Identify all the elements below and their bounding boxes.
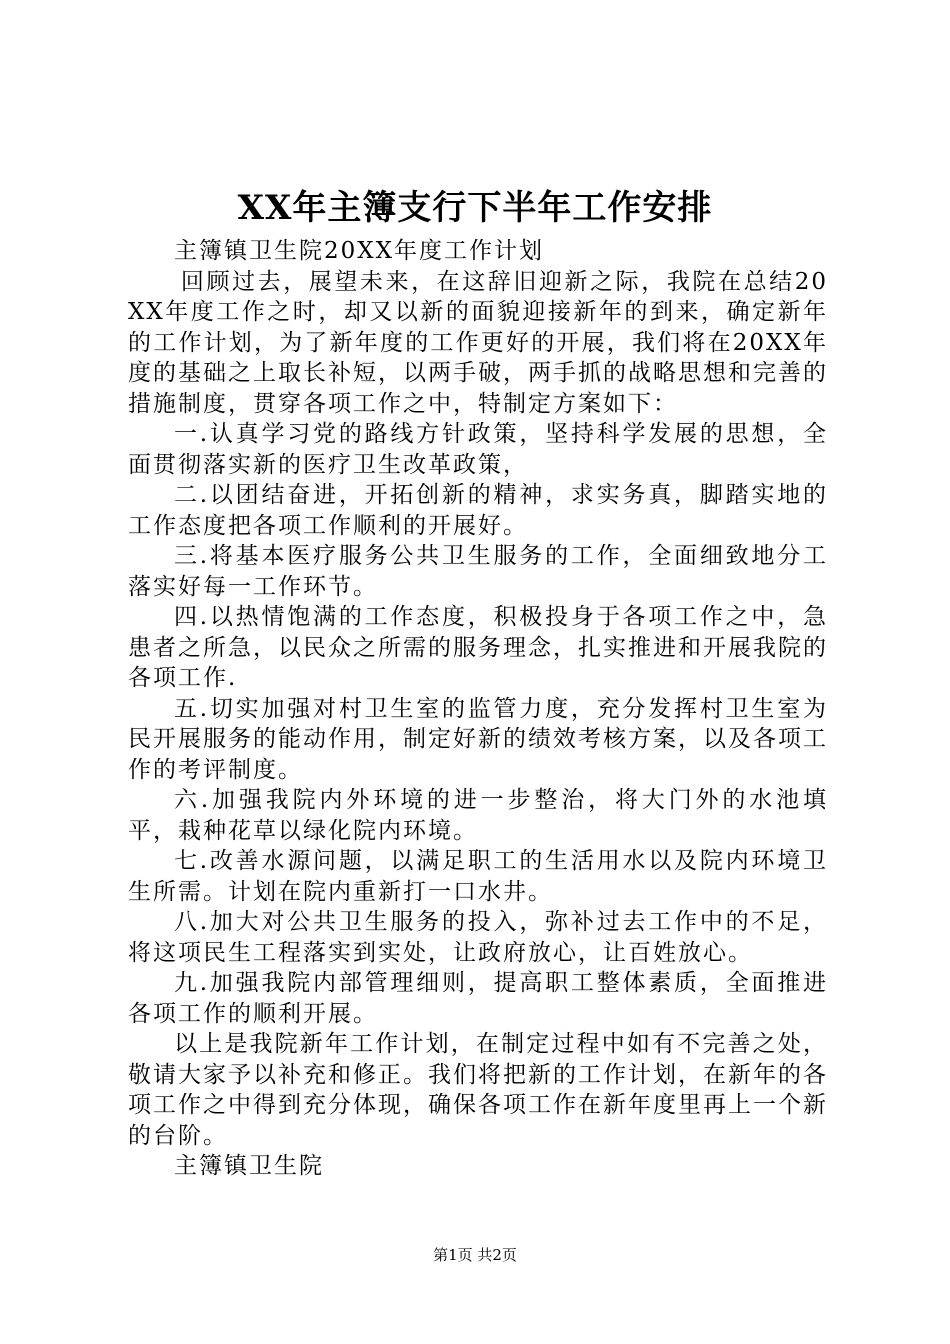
plan-item-5: 五.切实加强对村卫生室的监管力度，充分发挥村卫生室为民开展服务的能动作用，制定好新的绩效考核方案，以及各项工作的考评制度。	[128, 695, 828, 783]
plan-item-1: 一.认真学习党的路线方针政策，坚持科学发展的思想，全面贯彻落实新的医疗卫生改革政策，	[128, 421, 828, 478]
page-number-footer: 第1页 共2页	[433, 1246, 517, 1264]
document-title: XX年主簿支行下半年工作安排	[237, 188, 713, 228]
plan-item-2: 二.以团结奋进，开拓创新的精神，求实务真，脚踏实地的工作态度把各项工作顺利的开展好。	[128, 482, 828, 539]
intro-paragraph: 回顾过去，展望未来，在这辞旧迎新之际，我院在总结20XX年度工作之时，却又以新的面貌迎接新年的到来，确定新年的工作计划，为了新年度的工作更好的开展，我们将在20XX年度的基础之上取长补短，以两手破，两手抓的战略思想和完善的措施制度，贯穿各项工作之中，特制定方案如下：	[128, 268, 828, 417]
plan-item-3: 三.将基本医疗服务公共卫生服务的工作，全面细致地分工落实好每一工作环节。	[128, 543, 828, 600]
document-body	[128, 236, 828, 1182]
plan-item-4: 四.以热情饱满的工作态度，积极投身于各项工作之中，急患者之所急，以民众之所需的服务理念，扎实推进和开展我院的各项工作.	[128, 604, 828, 691]
plan-item-7: 七.改善水源问题，以满足职工的生活用水以及院内环境卫生所需。计划在院内重新打一口水井。	[128, 848, 828, 905]
plan-item-8: 八.加大对公共卫生服务的投入，弥补过去工作中的不足，将这项民生工程落实到实处，让政府放心，让百姓放心。	[128, 909, 828, 966]
plan-item-6: 六.加强我院内外环境的进一步整治，将大门外的水池填平，栽种花草以绿化院内环境。	[128, 787, 828, 844]
conclusion-paragraph: 以上是我院新年工作计划，在制定过程中如有不完善之处，敬请大家予以补充和修正。我们将把新的工作计划，在新年的各项工作之中得到充分体现，确保各项工作在新年度里再上一个新的台阶。	[128, 1031, 828, 1149]
document-subtitle: 主簿镇卫生院20XX年度工作计划	[174, 238, 545, 264]
plan-item-9: 九.加强我院内部管理细则，提高职工整体素质，全面推进各项工作的顺利开展。	[128, 970, 828, 1027]
signature: 主簿镇卫生院	[174, 1153, 324, 1179]
